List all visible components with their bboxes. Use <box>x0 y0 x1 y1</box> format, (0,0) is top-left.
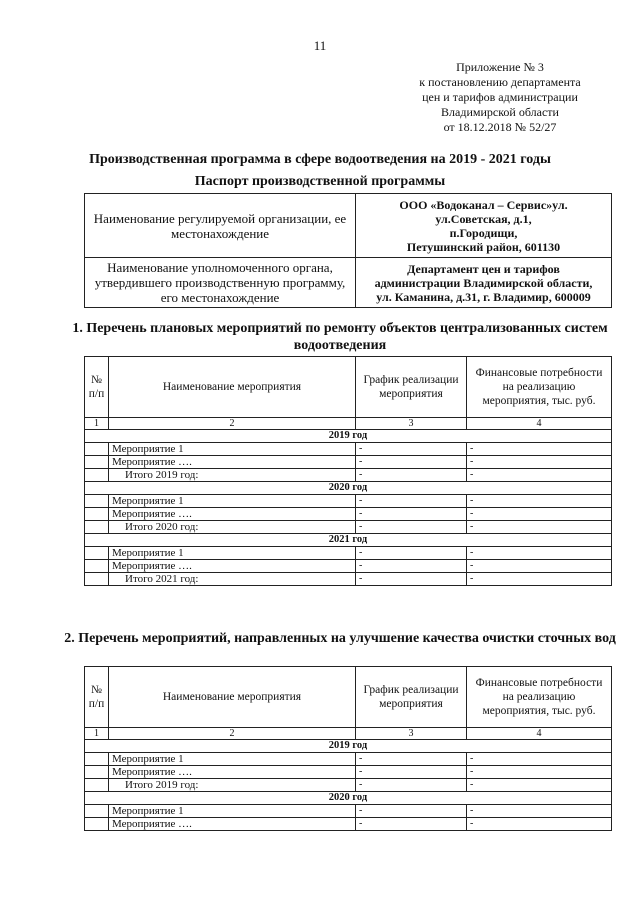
item-name: Мероприятие …. <box>109 818 356 831</box>
passport-authority-line: администрации Владимирской области, <box>374 275 593 290</box>
item-name: Мероприятие …. <box>109 560 356 573</box>
annex-line: к постановлению департамента <box>419 75 581 89</box>
table-row <box>85 521 612 534</box>
col-number: 2 <box>109 418 356 430</box>
table-row <box>85 495 612 508</box>
finance-cell: - <box>467 766 612 779</box>
schedule-cell: - <box>356 805 467 818</box>
item-name: Мероприятие 1 <box>109 547 356 560</box>
table-row <box>85 805 612 818</box>
header-finance: Финансовые потребности на реализацию мероприятия, тыс. руб. <box>467 667 612 728</box>
schedule-cell: - <box>356 521 467 534</box>
table-row <box>85 469 612 482</box>
item-name: Мероприятие …. <box>109 766 356 779</box>
table-row <box>85 766 612 779</box>
annex-line: от 18.12.2018 № 52/27 <box>443 120 557 134</box>
header-schedule: График реализации мероприятия <box>356 357 467 418</box>
total-label: Итого 2021 год: <box>109 573 356 586</box>
header-finance: Финансовые потребности на реализацию мероприятия, тыс. руб. <box>467 357 612 418</box>
annex-line: цен и тарифов администрации <box>422 90 578 104</box>
item-name: Мероприятие 1 <box>109 495 356 508</box>
table-row <box>85 508 612 521</box>
item-name: Мероприятие …. <box>109 456 356 469</box>
year-row: 2019 год <box>85 740 612 753</box>
passport-org-label: Наименование регулируемой организации, ее местонахождение <box>85 194 356 258</box>
col-number: 4 <box>467 418 612 430</box>
passport-authority-line: ул. Каманина, д.31, г. Владимир, 600009 <box>376 289 591 304</box>
schedule-cell: - <box>356 573 467 586</box>
finance-cell: - <box>467 456 612 469</box>
total-label: Итого 2020 год: <box>109 521 356 534</box>
year-row: 2019 год <box>85 430 612 443</box>
finance-cell: - <box>467 547 612 560</box>
col-number: 3 <box>356 418 467 430</box>
finance-cell: - <box>467 560 612 573</box>
passport-org-line: ул.Советская, д.1, <box>435 211 532 226</box>
schedule-cell: - <box>356 766 467 779</box>
schedule-cell: - <box>356 469 467 482</box>
total-label: Итого 2019 год: <box>109 469 356 482</box>
schedule-cell: - <box>356 779 467 792</box>
passport-org-value <box>356 194 612 258</box>
finance-cell: - <box>467 753 612 766</box>
finance-cell: - <box>467 495 612 508</box>
header-schedule: График реализации мероприятия <box>356 667 467 728</box>
table-row <box>85 547 612 560</box>
schedule-cell: - <box>356 560 467 573</box>
section2-title: 2. Перечень мероприятий, направленных на улучшение качества очистки сточных вод <box>64 631 616 646</box>
col-number: 2 <box>109 728 356 740</box>
passport-authority-value <box>356 258 612 308</box>
plan-table-1 <box>84 356 612 586</box>
annex-line: Владимирской области <box>441 105 559 119</box>
plan-table-2 <box>84 666 612 831</box>
annex-line: Приложение № 3 <box>456 60 544 74</box>
passport-title: Паспорт производственной программы <box>194 174 446 189</box>
table-row <box>85 560 612 573</box>
table-row <box>85 753 612 766</box>
section1-title: 1. Перечень плановых мероприятий по ремонту объектов централизованных систем водоотведения <box>72 321 608 353</box>
year-row: 2021 год <box>85 534 612 547</box>
col-number: 4 <box>467 728 612 740</box>
header-name: Наименование мероприятия <box>109 357 356 418</box>
table-row <box>85 443 612 456</box>
header-number: № п/п <box>85 357 109 418</box>
col-number: 3 <box>356 728 467 740</box>
year-row: 2020 год <box>85 792 612 805</box>
table-row <box>85 573 612 586</box>
finance-cell: - <box>467 779 612 792</box>
schedule-cell: - <box>356 443 467 456</box>
header-name: Наименование мероприятия <box>109 667 356 728</box>
schedule-cell: - <box>356 508 467 521</box>
item-name: Мероприятие …. <box>109 508 356 521</box>
schedule-cell: - <box>356 456 467 469</box>
item-name: Мероприятие 1 <box>109 443 356 456</box>
passport-org-line: ООО «Водоканал – Сервис»ул. <box>399 197 568 212</box>
table-row <box>85 779 612 792</box>
main-title: Производственная программа в сфере водоотведения на 2019 - 2021 годы <box>89 152 551 167</box>
finance-cell: - <box>467 469 612 482</box>
passport-org-line: Петушинский район, 601130 <box>406 239 561 254</box>
schedule-cell: - <box>356 753 467 766</box>
item-name: Мероприятие 1 <box>109 805 356 818</box>
passport-authority-label: Наименование уполномоченного органа, утвердившего производственную программу, его местонахождение <box>85 258 356 308</box>
table-row <box>85 818 612 831</box>
total-label: Итого 2019 год: <box>109 779 356 792</box>
finance-cell: - <box>467 818 612 831</box>
finance-cell: - <box>467 508 612 521</box>
finance-cell: - <box>467 573 612 586</box>
header-number: № п/п <box>85 667 109 728</box>
table-row <box>85 456 612 469</box>
passport-authority-line: Департамент цен и тарифов <box>407 261 560 276</box>
passport-table <box>84 193 612 308</box>
finance-cell: - <box>467 805 612 818</box>
year-row: 2020 год <box>85 482 612 495</box>
col-number: 1 <box>85 728 109 740</box>
item-name: Мероприятие 1 <box>109 753 356 766</box>
schedule-cell: - <box>356 818 467 831</box>
schedule-cell: - <box>356 547 467 560</box>
passport-org-line: п.Городищи, <box>449 225 518 240</box>
annex-block <box>390 60 610 135</box>
schedule-cell: - <box>356 495 467 508</box>
col-number: 1 <box>85 418 109 430</box>
page-number: 11 <box>313 38 327 53</box>
finance-cell: - <box>467 521 612 534</box>
finance-cell: - <box>467 443 612 456</box>
